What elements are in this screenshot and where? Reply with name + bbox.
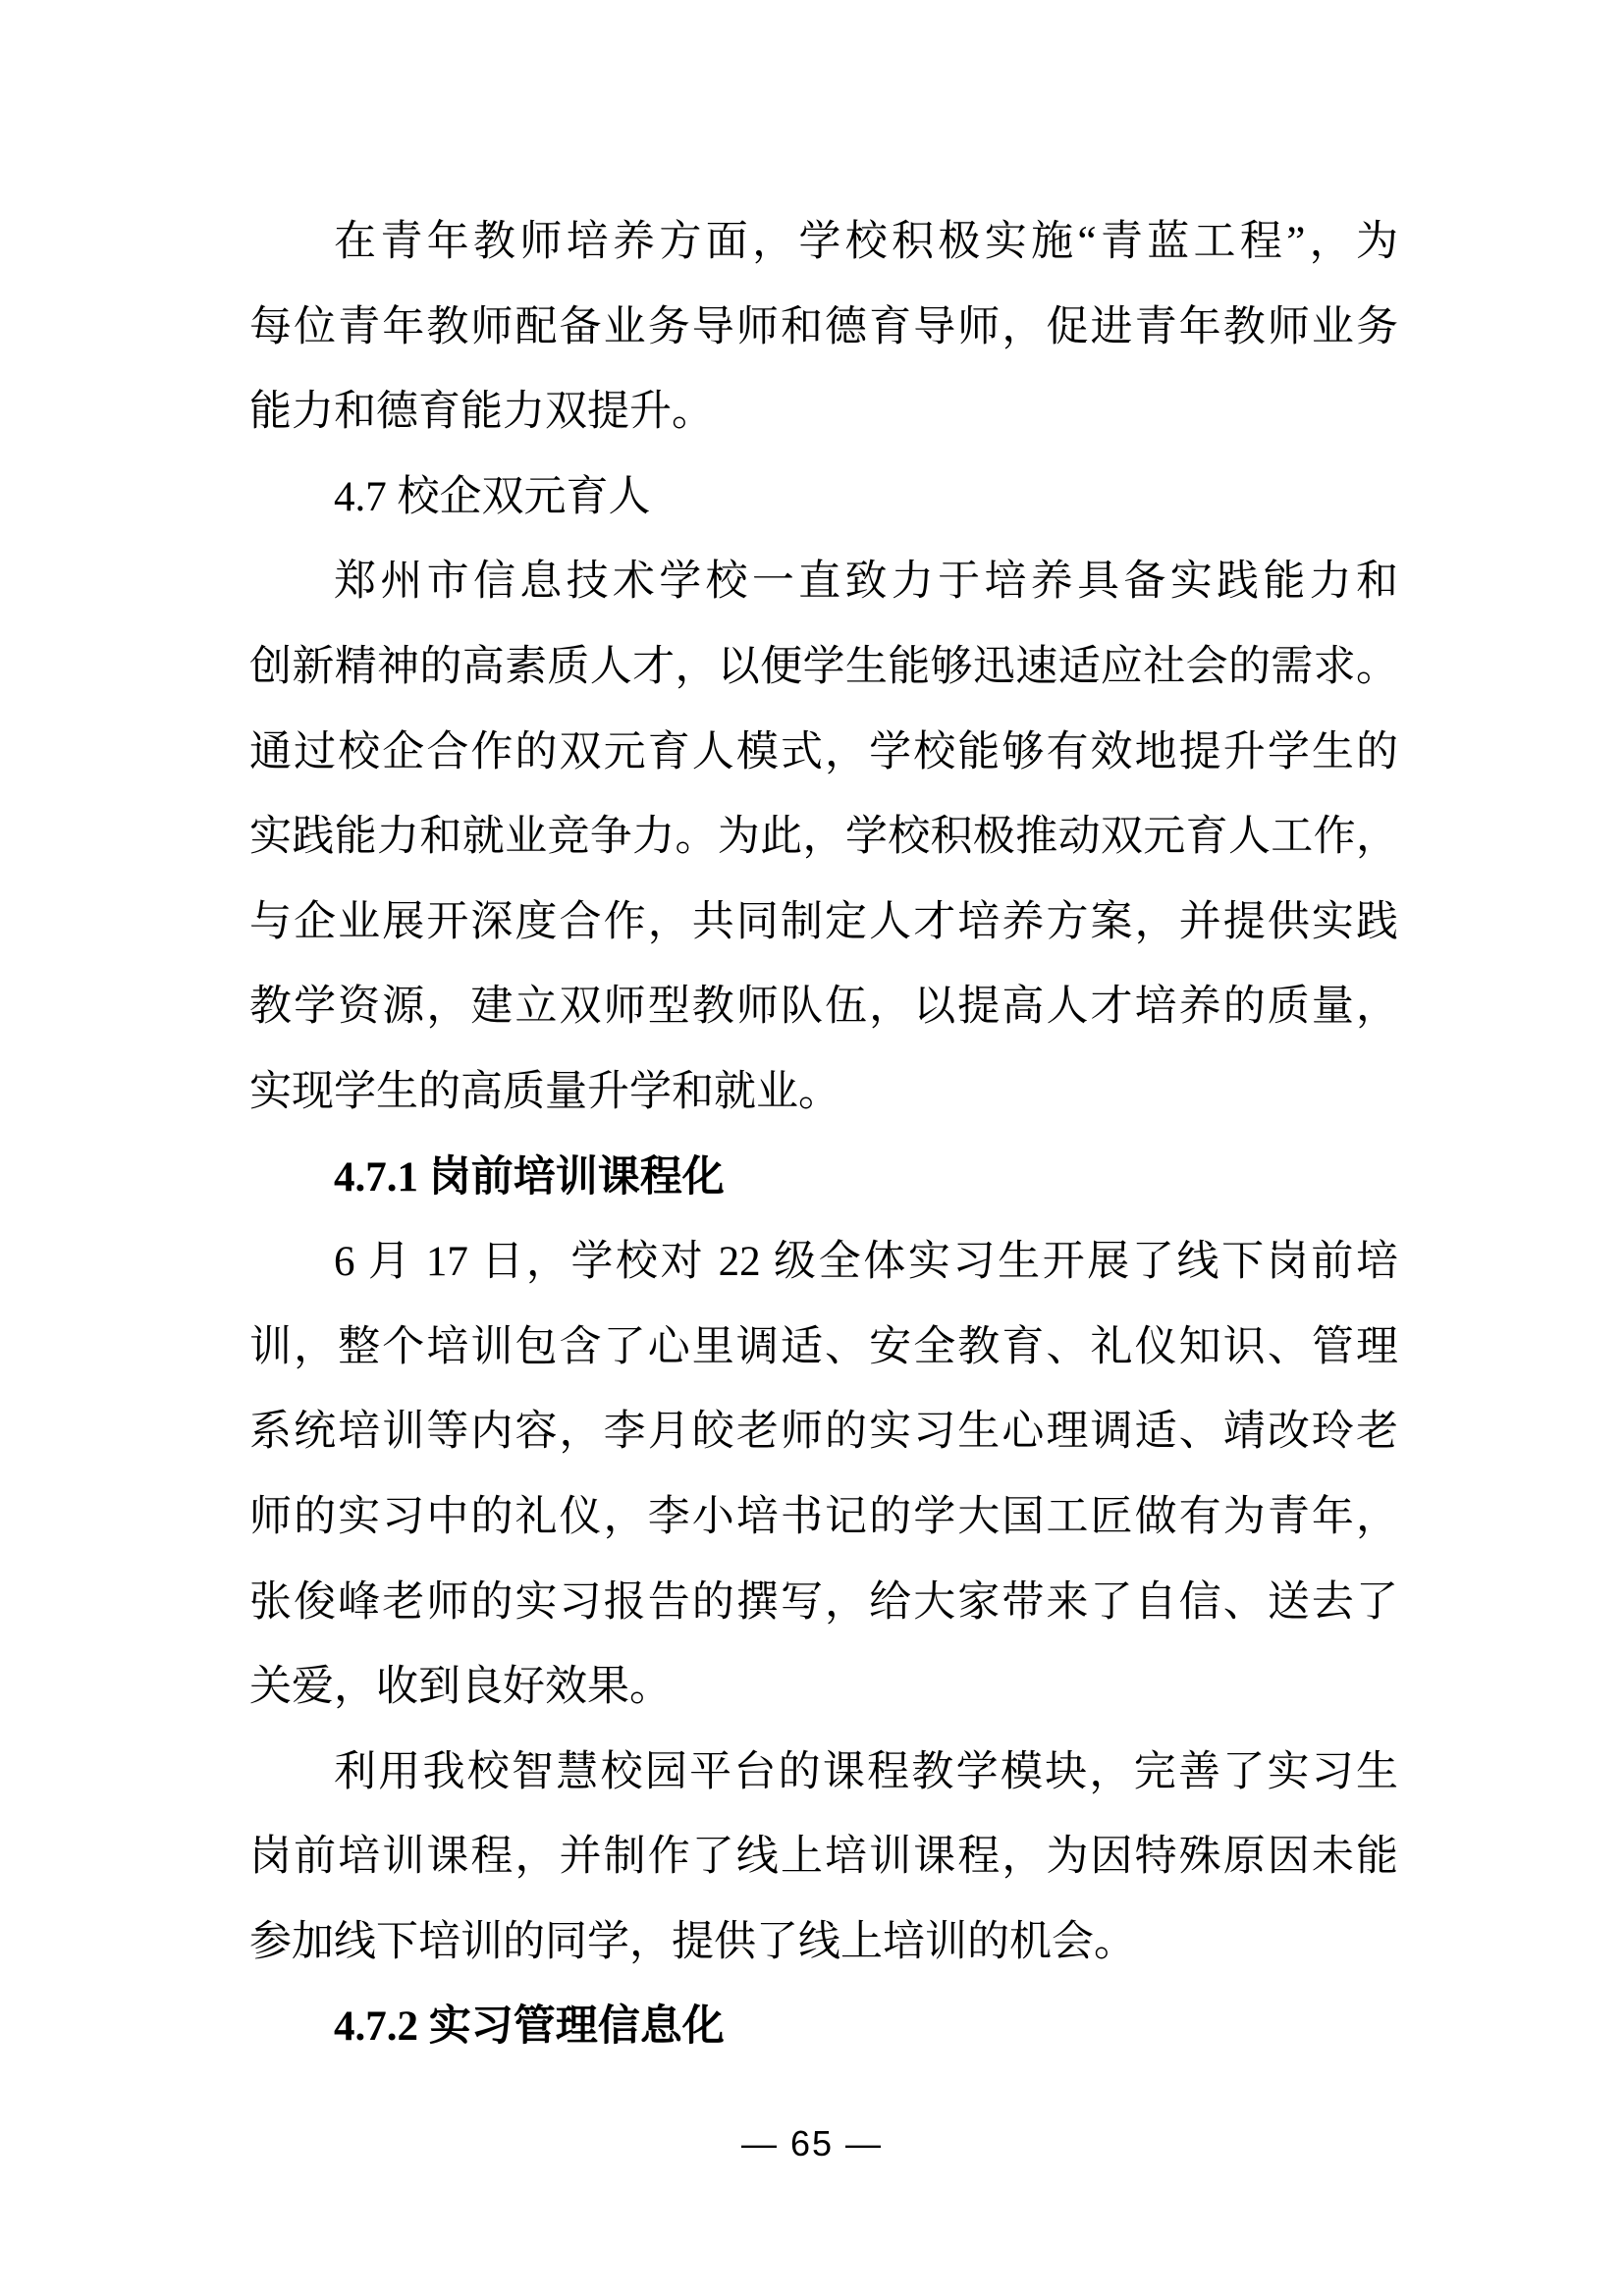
- paragraph-line: 每位青年教师配备业务导师和德育导师，促进青年教师业务: [249, 303, 1398, 350]
- paragraph-line: 师的实习中的礼仪，李小培书记的学大国工匠做有为青年，: [249, 1493, 1398, 1540]
- section-heading-4-7: 4.7 校企双元育人: [334, 473, 651, 520]
- paragraph-line: 岗前培训课程，并制作了线上培训课程，为因特殊原因未能: [249, 1834, 1398, 1881]
- paragraph-line: 实践能力和就业竞争力。为此，学校积极推动双元育人工作，: [249, 814, 1398, 861]
- paragraph-line: 通过校企合作的双元育人模式，学校能够有效地提升学生的: [249, 728, 1398, 775]
- paragraph-line: 参加线下培训的同学，提供了线上培训的机会。: [249, 1918, 1136, 1965]
- section-heading-4-7-2: 4.7.2 实习管理信息化: [334, 2003, 725, 2051]
- paragraph-line: 系统培训等内容，李月皎老师的实习生心理调适、靖改玲老: [249, 1409, 1398, 1456]
- section-heading-4-7-1: 4.7.1 岗前培训课程化: [334, 1153, 725, 1201]
- paragraph-line: 关爱，收到良好效果。: [249, 1664, 672, 1711]
- paragraph-line: 教学资源，建立双师型教师队伍，以提高人才培养的质量，: [249, 984, 1398, 1031]
- paragraph-line: 在青年教师培养方面，学校积极实施“青蓝工程”，为: [334, 219, 1398, 265]
- paragraph-line: 训，整个培训包含了心里调适、安全教育、礼仪知识、管理: [249, 1323, 1398, 1370]
- document-body: [249, 200, 1398, 2070]
- paragraph-line: 郑州市信息技术学校一直致力于培养具备实践能力和: [334, 559, 1398, 606]
- paragraph-line: 张俊峰老师的实习报告的撰写，给大家带来了自信、送去了: [249, 1578, 1398, 1626]
- paragraph-line: 利用我校智慧校园平台的课程教学模块，完善了实习生: [334, 1748, 1398, 1795]
- paragraph-line: 能力和德育能力双提升。: [249, 389, 714, 436]
- paragraph-line: 实现学生的高质量升学和就业。: [249, 1068, 840, 1115]
- paragraph-line: 与企业展开深度合作，共同制定人才培养方案，并提供实践: [249, 898, 1398, 945]
- paragraph-line: 6 月 17 日，学校对 22 级全体实习生开展了线下岗前培: [334, 1239, 1398, 1286]
- page-number: — 65 —: [740, 2123, 884, 2163]
- paragraph-line: 创新精神的高素质人才，以便学生能够迅速适应社会的需求。: [249, 643, 1398, 690]
